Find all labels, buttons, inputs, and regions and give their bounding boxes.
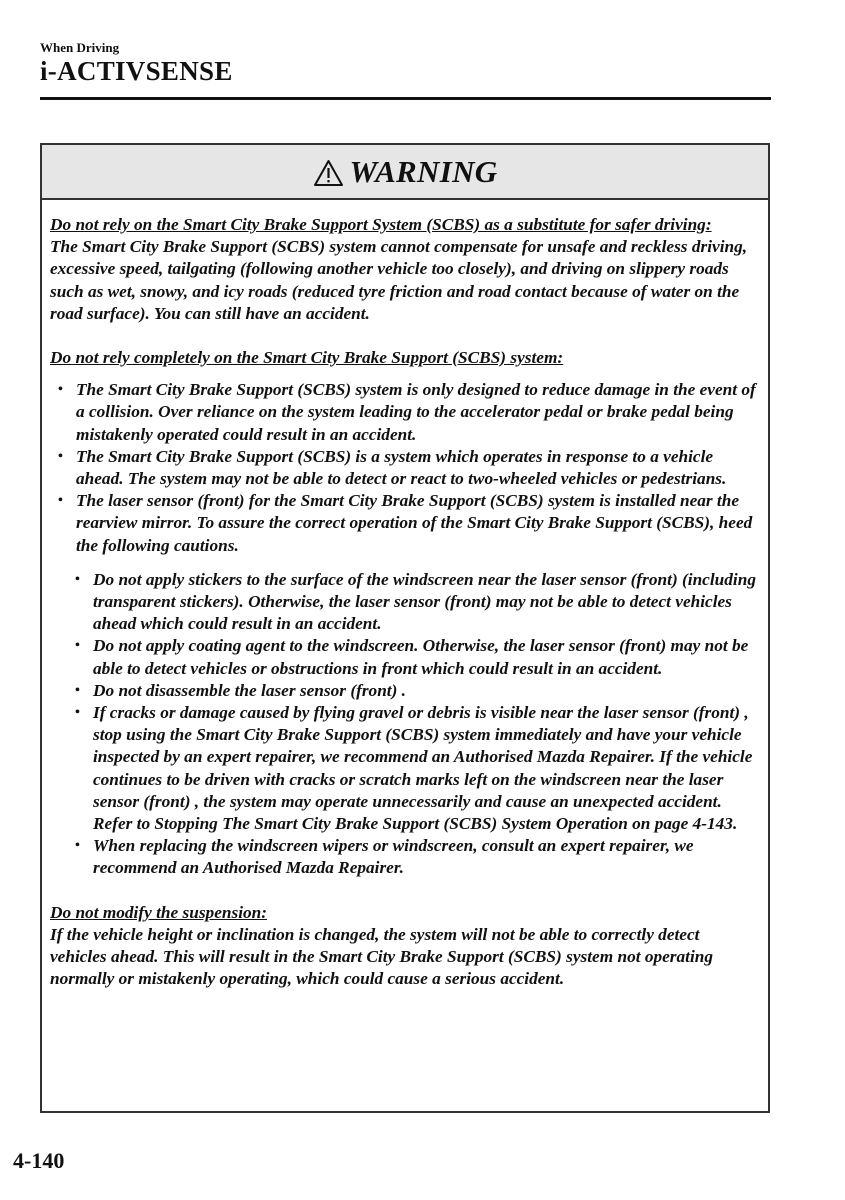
list-item: • The laser sensor (front) for the Smart City Brake Support (SCBS) system is installed near the rearview mirror. To assure the correct operation of the Smart City Brake Support (SCBS), heed the following cautions. [58,491,753,555]
refer-note: Refer to Stopping The Smart City Brake Support (SCBS) System Operation on page 4-143. [93,814,738,834]
block3-text: If the vehicle height or inclination is changed, the system will not be able to correctly detect vehicles ahead. This will result in the Smart City Brake Support (SCBS) system not operating normally or mistakenly operating, which could cause a serious accident. [50,924,714,989]
block1-text: The Smart City Brake Support (SCBS) system cannot compensate for unsafe and reckless driving, excessive speed, tailgating (following another vehicle too closely), and driving on slippery roads such as wet, snowy, and icy roads (reduced tyre friction and road contact because of water on the road surface). You can still have an accident. [50,237,748,323]
block3-heading: Do not modify the suspension: [50,902,268,922]
bullet-list [50,379,760,557]
warning-triangle-icon [313,159,344,187]
warning-header [42,145,768,200]
list-item: • The Smart City Brake Support (SCBS) system is only designed to reduce damage in the event of a collision. Over reliance on the system leading to the accelerator pedal or brake pedal being mistakenly operated could result in an accident. [58,380,756,444]
block1-heading: Do not rely on the Smart City Brake Support System (SCBS) as a substitute for safer driving: [50,215,712,234]
warning-title: WARNING [349,153,498,189]
header-rule [40,97,771,100]
sub-list-item: • If cracks or damage caused by flying gravel or debris is visible near the laser sensor (front) , stop using the Smart City Brake Support (SCBS) system immediately and have your vehicle inspected by an expert repairer, we recommend an Authorised Mazda Repairer. If the vehicle continues to be driven with cracks or scratch marks left on the windscreen near the laser sensor (front) , the system may operate unnecessarily and cause an unexpected accident. Refer to Stopping The Smart City Brake Support (SCBS) System Operation on page 4-143. [75,703,753,834]
sub-list-item: • Do not apply stickers to the surface of the windscreen near the laser sensor (front) (including transparent stickers). Otherwise, the laser sensor (front) may not be able to detect vehicles ahead which could result in an accident. [75,569,756,634]
sub-bullet-list [50,569,760,880]
page-number: 4-140 [13,1148,65,1173]
warning-box [40,143,770,1113]
block2-heading: Do not rely completely on the Smart City Brake Support (SCBS) system: [50,348,564,368]
section-title: When Driving [40,40,120,55]
warning-body [42,200,768,991]
list-item: • The Smart City Brake Support (SCBS) is a system which operates in response to a vehicle ahead. The system may not be able to detect or react to two-wheeled vehicles or pedestrians. [58,446,727,489]
sub-list-item: • When replacing the windscreen wipers or windscreen, consult an expert repairer, we recommend an Authorised Mazda Repairer. [75,836,694,878]
sub-list-item: • Do not apply coating agent to the windscreen. Otherwise, the laser sensor (front) may not be able to detect vehicles or obstructions in front which could result in an accident. [75,636,749,678]
sub-list-item: • Do not disassemble the laser sensor (front) . [75,680,407,700]
chapter-title: i-ACTIVSENSE [40,56,233,86]
